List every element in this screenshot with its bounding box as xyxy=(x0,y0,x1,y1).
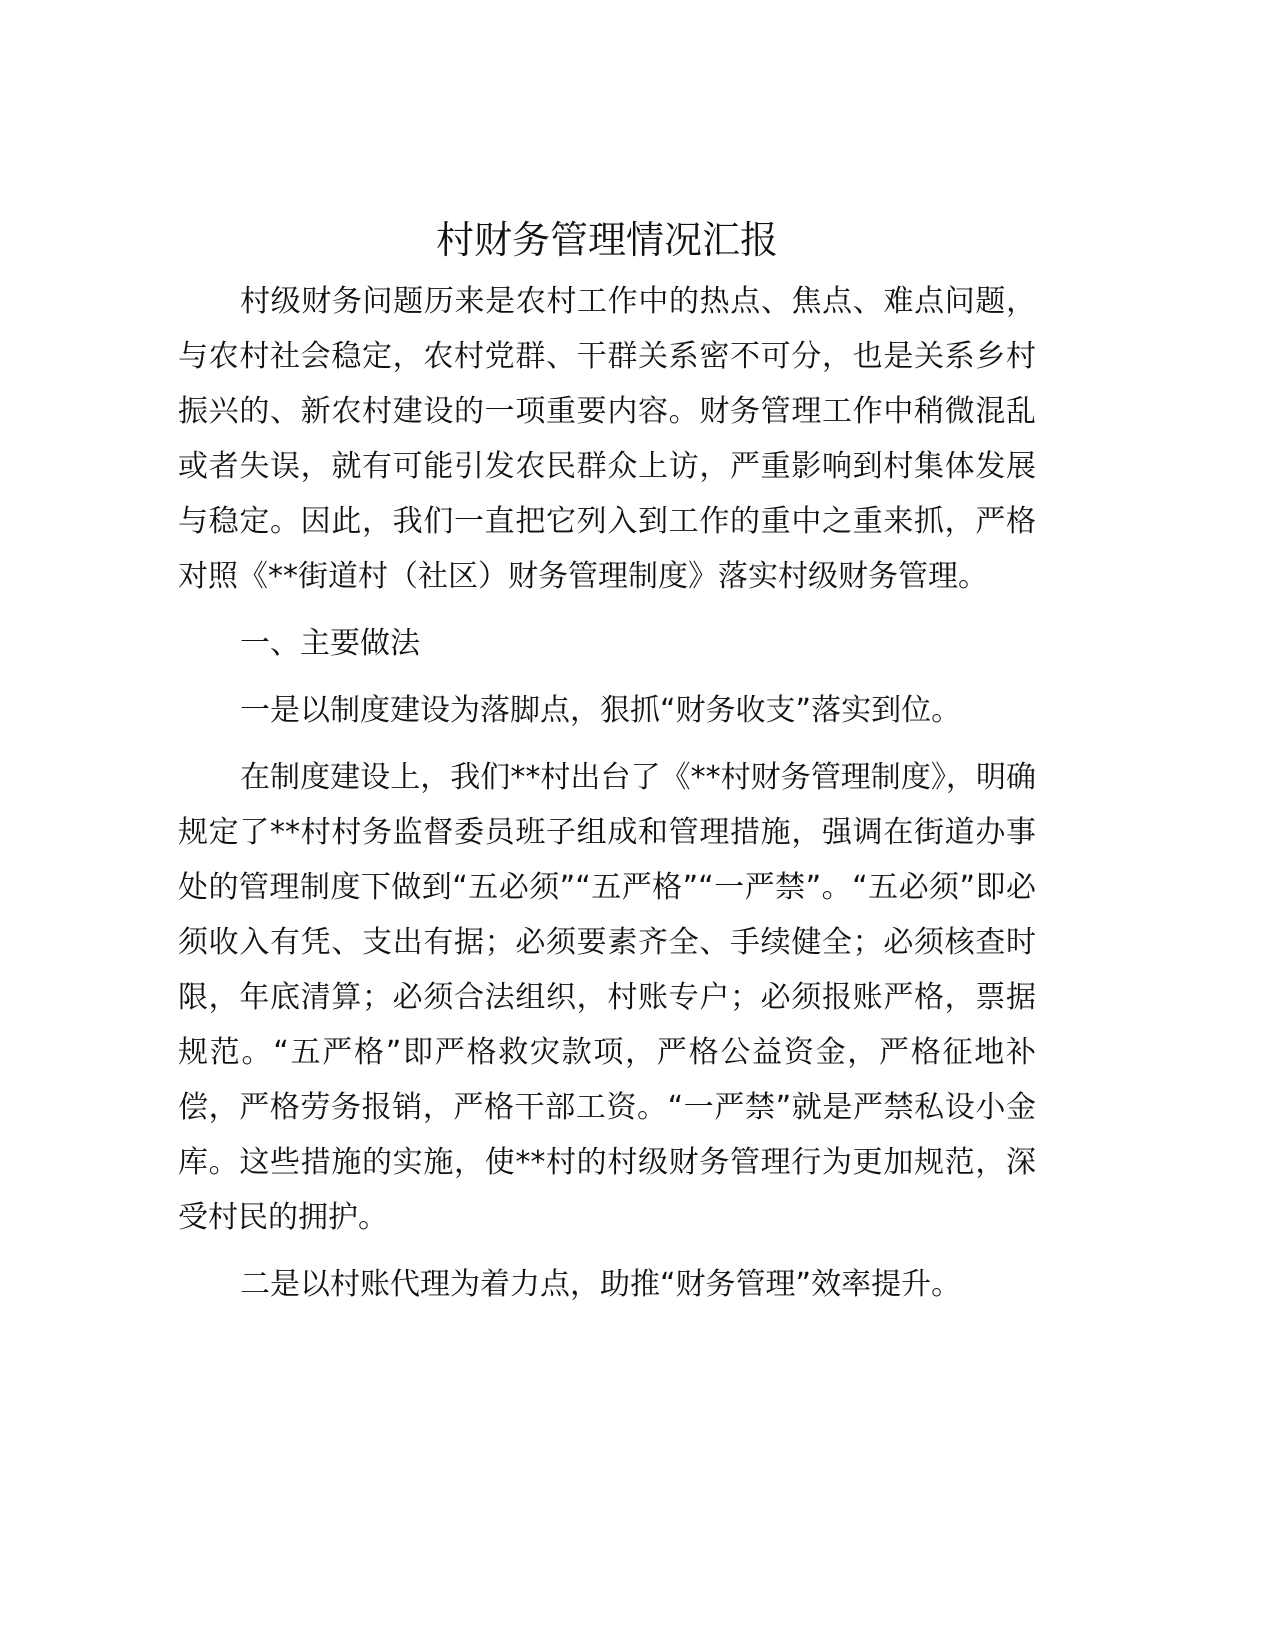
subheading-account-agency: 二是以村账代理为着力点，助推“财务管理”效率提升。 xyxy=(240,1267,962,1302)
document-page xyxy=(178,210,1036,1324)
document-title: 村财务管理情况汇报 xyxy=(435,218,778,262)
intro-paragraph: 村级财务问题历来是农村工作中的热点、焦点、难点问题，与农村社会稳定，农村党群、干群关系密不可分，也是关系乡村振兴的、新农村建设的一项重要内容。财务管理工作中稍微混乱或者失误，就有可能引发农民群众上访，严重影响到村集体发展与稳定。因此，我们一直把它列入到工作的重中之重来抓，严格对照《**街道村（社区）财务管理制度》落实村级财务管理。 xyxy=(178,284,1036,594)
subheading-system-building: 一是以制度建设为落脚点，狠抓“财务收支”落实到位。 xyxy=(240,693,962,728)
system-building-paragraph: 在制度建设上，我们**村出台了《**村财务管理制度》，明确规定了**村村务监督委员班子组成和管理措施，强调在街道办事处的管理制度下做到“五必须”“五严格”“一严禁”。“五必须”即必须收入有凭、支出有据；必须要素齐全、手续健全；必须核查时限，年底清算；必须合法组织，村账专户；必须报账严格，票据规范。“五严格”即严格救灾款项，严格公益资金，严格征地补偿，严格劳务报销，严格干部工资。“一严禁”就是严禁私设小金库。这些措施的实施，使**村的村级财务管理行为更加规范，深受村民的拥护。 xyxy=(178,760,1036,1235)
section-heading-main-practices: 一、主要做法 xyxy=(240,626,420,661)
